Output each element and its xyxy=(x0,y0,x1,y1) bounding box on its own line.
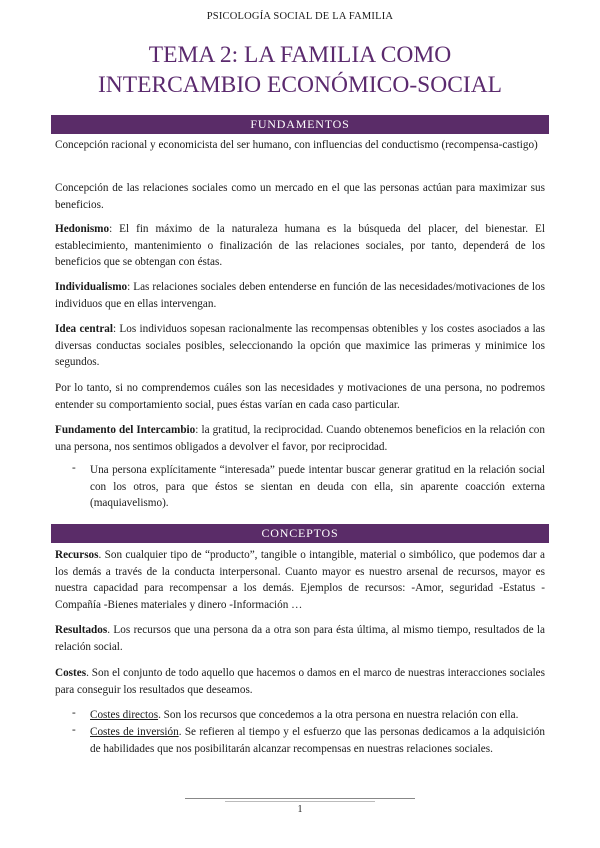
resultados-text: . Los recursos que una persona da a otra son para ésta última, al mismo tiempo, resultados de la relación social. xyxy=(55,624,545,653)
term-recursos: Recursos xyxy=(55,549,99,561)
term-idea-central: Idea central xyxy=(55,323,113,335)
paragraph-costes xyxy=(55,665,545,698)
costes-directos-text: . Son los recursos que concedemos a la otra persona en nuestra relación con ella. xyxy=(158,709,519,721)
costes-inversion-text: . Se refieren al tiempo y el esfuerzo que las personas dedicamos a la adquisición de habilidades que nos posibilitarán alcanzar recompensas en nuestras relaciones sociales. xyxy=(90,726,545,755)
term-costes: Costes xyxy=(55,667,87,679)
footer-divider xyxy=(185,798,415,799)
term-resultados: Resultados xyxy=(55,624,108,636)
paragraph-hedonismo xyxy=(55,221,545,271)
section-bar-fundamentos: FUNDAMENTOS xyxy=(51,115,549,134)
individualismo-text: : Las relaciones sociales deben entenderse en función de las necesidades/motivaciones de los individuos que en ellas intervengan. xyxy=(55,281,545,310)
paragraph-resultados xyxy=(55,622,545,655)
bullet-maquiavelismo: Una persona explícitamente “interesada” puede intentar buscar generar gratitud en la relación social con los otros, para que éstos se sientan en deuda con ella, sin aparente coacción externa (maquiavelismo). xyxy=(90,464,545,509)
bullet-costes-directos xyxy=(90,707,545,724)
term-hedonismo: Hedonismo xyxy=(55,223,110,235)
title-line-1: TEMA 2: LA FAMILIA COMO xyxy=(148,42,452,68)
bullet-dash: - xyxy=(72,462,76,474)
paragraph-fundamento-intercambio xyxy=(55,422,545,455)
bullet-dash: - xyxy=(72,724,76,736)
page-title xyxy=(0,40,600,100)
term-fundamento-intercambio: Fundamento del Intercambio xyxy=(55,424,196,436)
footer-divider-secondary xyxy=(225,801,375,802)
term-costes-inversion: Costes de inversión xyxy=(90,726,179,738)
paragraph-relaciones-mercado: Concepción de las relaciones sociales como un mercado en el que las personas actúan para maximizar sus beneficios. xyxy=(55,182,545,211)
fundamento-intercambio-text: : la gratitud, la reciprocidad. Cuando obtenemos beneficios en la relación con una persona, nos sentimos obligados a devolver el favor, por reciprocidad. xyxy=(55,424,545,453)
paragraph-por-lo-tanto: Por lo tanto, si no comprendemos cuáles son las necesidades y motivaciones de una persona, no podremos entender su comportamiento social, pues éstas varían en cada caso particular. xyxy=(55,382,545,411)
term-costes-directos: Costes directos xyxy=(90,709,159,721)
section-bar-conceptos: CONCEPTOS xyxy=(51,524,549,543)
title-line-2: INTERCAMBIO ECONÓMICO-SOCIAL xyxy=(97,72,503,98)
recursos-text: . Son cualquier tipo de “producto”, tangible o intangible, material o simbólico, que podemos dar a los demás a través de la conducta interpersonal. Cuanto mayor es nuestro arsenal de recursos, mayor es nuestra capacidad para recompensar a los demás. Ejemplos de recursos: -Amor, seguridad -Estatus -Compañía -Bienes materiales y dinero -Información … xyxy=(55,549,545,611)
term-individualismo: Individualismo xyxy=(55,281,128,293)
paragraph-individualismo xyxy=(55,279,545,312)
paragraph-concepcion-racional: Concepción racional y economicista del ser humano, con influencias del conductismo (recompensa-castigo) xyxy=(55,139,538,151)
paragraph-idea-central xyxy=(55,321,545,371)
bullet-costes-inversion xyxy=(90,724,545,757)
costes-text: . Son el conjunto de todo aquello que hacemos o damos en el marco de nuestras interacciones sociales para conseguir los resultados que deseamos. xyxy=(55,667,545,696)
idea-central-text: : Los individuos sopesan racionalmente las recompensas obtenibles y los costes asociados a las diversas conductas sociales posibles, seleccionando la opción que maximice las primeras y minimice los segundos. xyxy=(55,323,545,368)
paragraph-recursos xyxy=(55,547,545,613)
hedonismo-text: : El fin máximo de la naturaleza humana es la búsqueda del placer, del bienestar. El establecimiento, mantenimiento o finalización de las relaciones sociales, por tanto, dependerá de los beneficios que se obtengan con éstas. xyxy=(55,223,545,268)
running-header: PSICOLOGÍA SOCIAL DE LA FAMILIA xyxy=(206,11,394,22)
bullet-dash: - xyxy=(72,707,76,719)
page-number: 1 xyxy=(297,804,303,815)
